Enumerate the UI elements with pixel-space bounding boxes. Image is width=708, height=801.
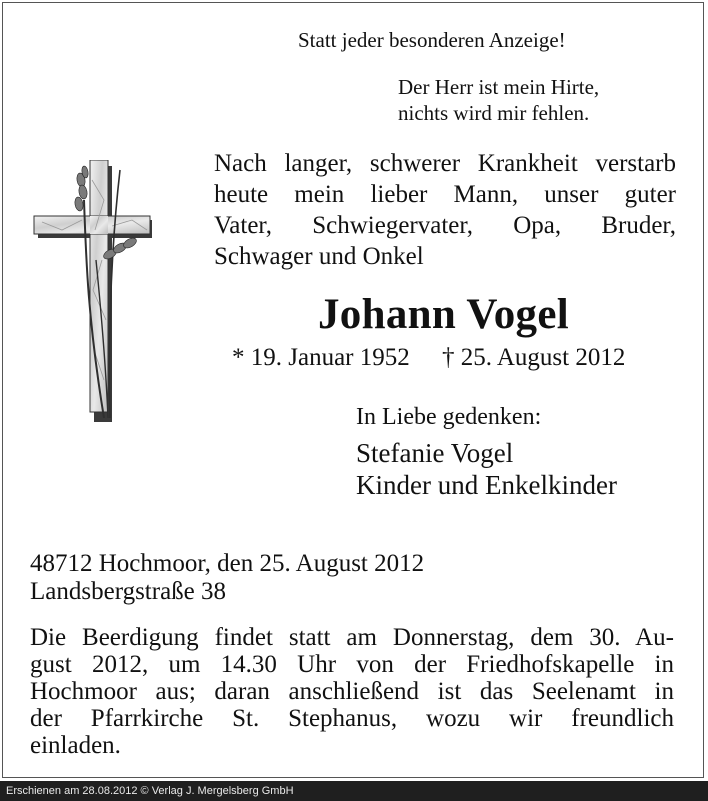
message-line: Vater, Schwiegervater, Opa, Bruder, [214,212,676,239]
address-line: Landsbergstraße 38 [30,578,227,605]
psalm-line: nichts wird mir fehlen. [398,101,590,125]
location-address [30,550,424,606]
message-line: heute mein lieber Mann, unser guter [214,181,676,208]
mourner-name: Kinder und Enkelkinder [356,470,617,500]
funeral-line: gust 2012, um 14.30 Uhr von der Friedhofskapelle in [30,651,674,678]
psalm-quote [398,74,599,126]
funeral-line: einladen. [30,732,121,759]
funeral-details [30,624,674,759]
cross-with-wheat-icon [32,160,152,422]
death-date: † 25. August 2012 [442,344,626,371]
location-line: 48712 Hochmoor, den 25. August 2012 [30,550,425,577]
death-message [214,148,676,272]
mourner-name: Stefanie Vogel [356,438,514,468]
funeral-line: Die Beerdigung findet statt am Donnerstag, dem 30. Au- [30,624,674,651]
mourners-label: In Liebe gedenken: [356,404,542,430]
message-line: Nach langer, schwerer Krankheit verstarb [214,150,676,177]
message-line: Schwager und Onkel [214,243,424,270]
funeral-line: der Pfarrkirche St. Stephanus, wozu wir freundlich [30,705,674,732]
deceased-name: Johann Vogel [318,291,569,338]
publication-footer: Erschienen am 28.08.2012 © Verlag J. Mergelsberg GmbH [0,781,708,801]
intro-text: Statt jeder besonderen Anzeige! [298,28,566,52]
birth-date: * 19. Januar 1952 [232,344,410,371]
funeral-line: Hochmoor aus; daran anschließend ist das Seelenamt in [30,678,674,705]
psalm-line: Der Herr ist mein Hirte, [398,75,600,99]
life-dates [232,344,625,372]
